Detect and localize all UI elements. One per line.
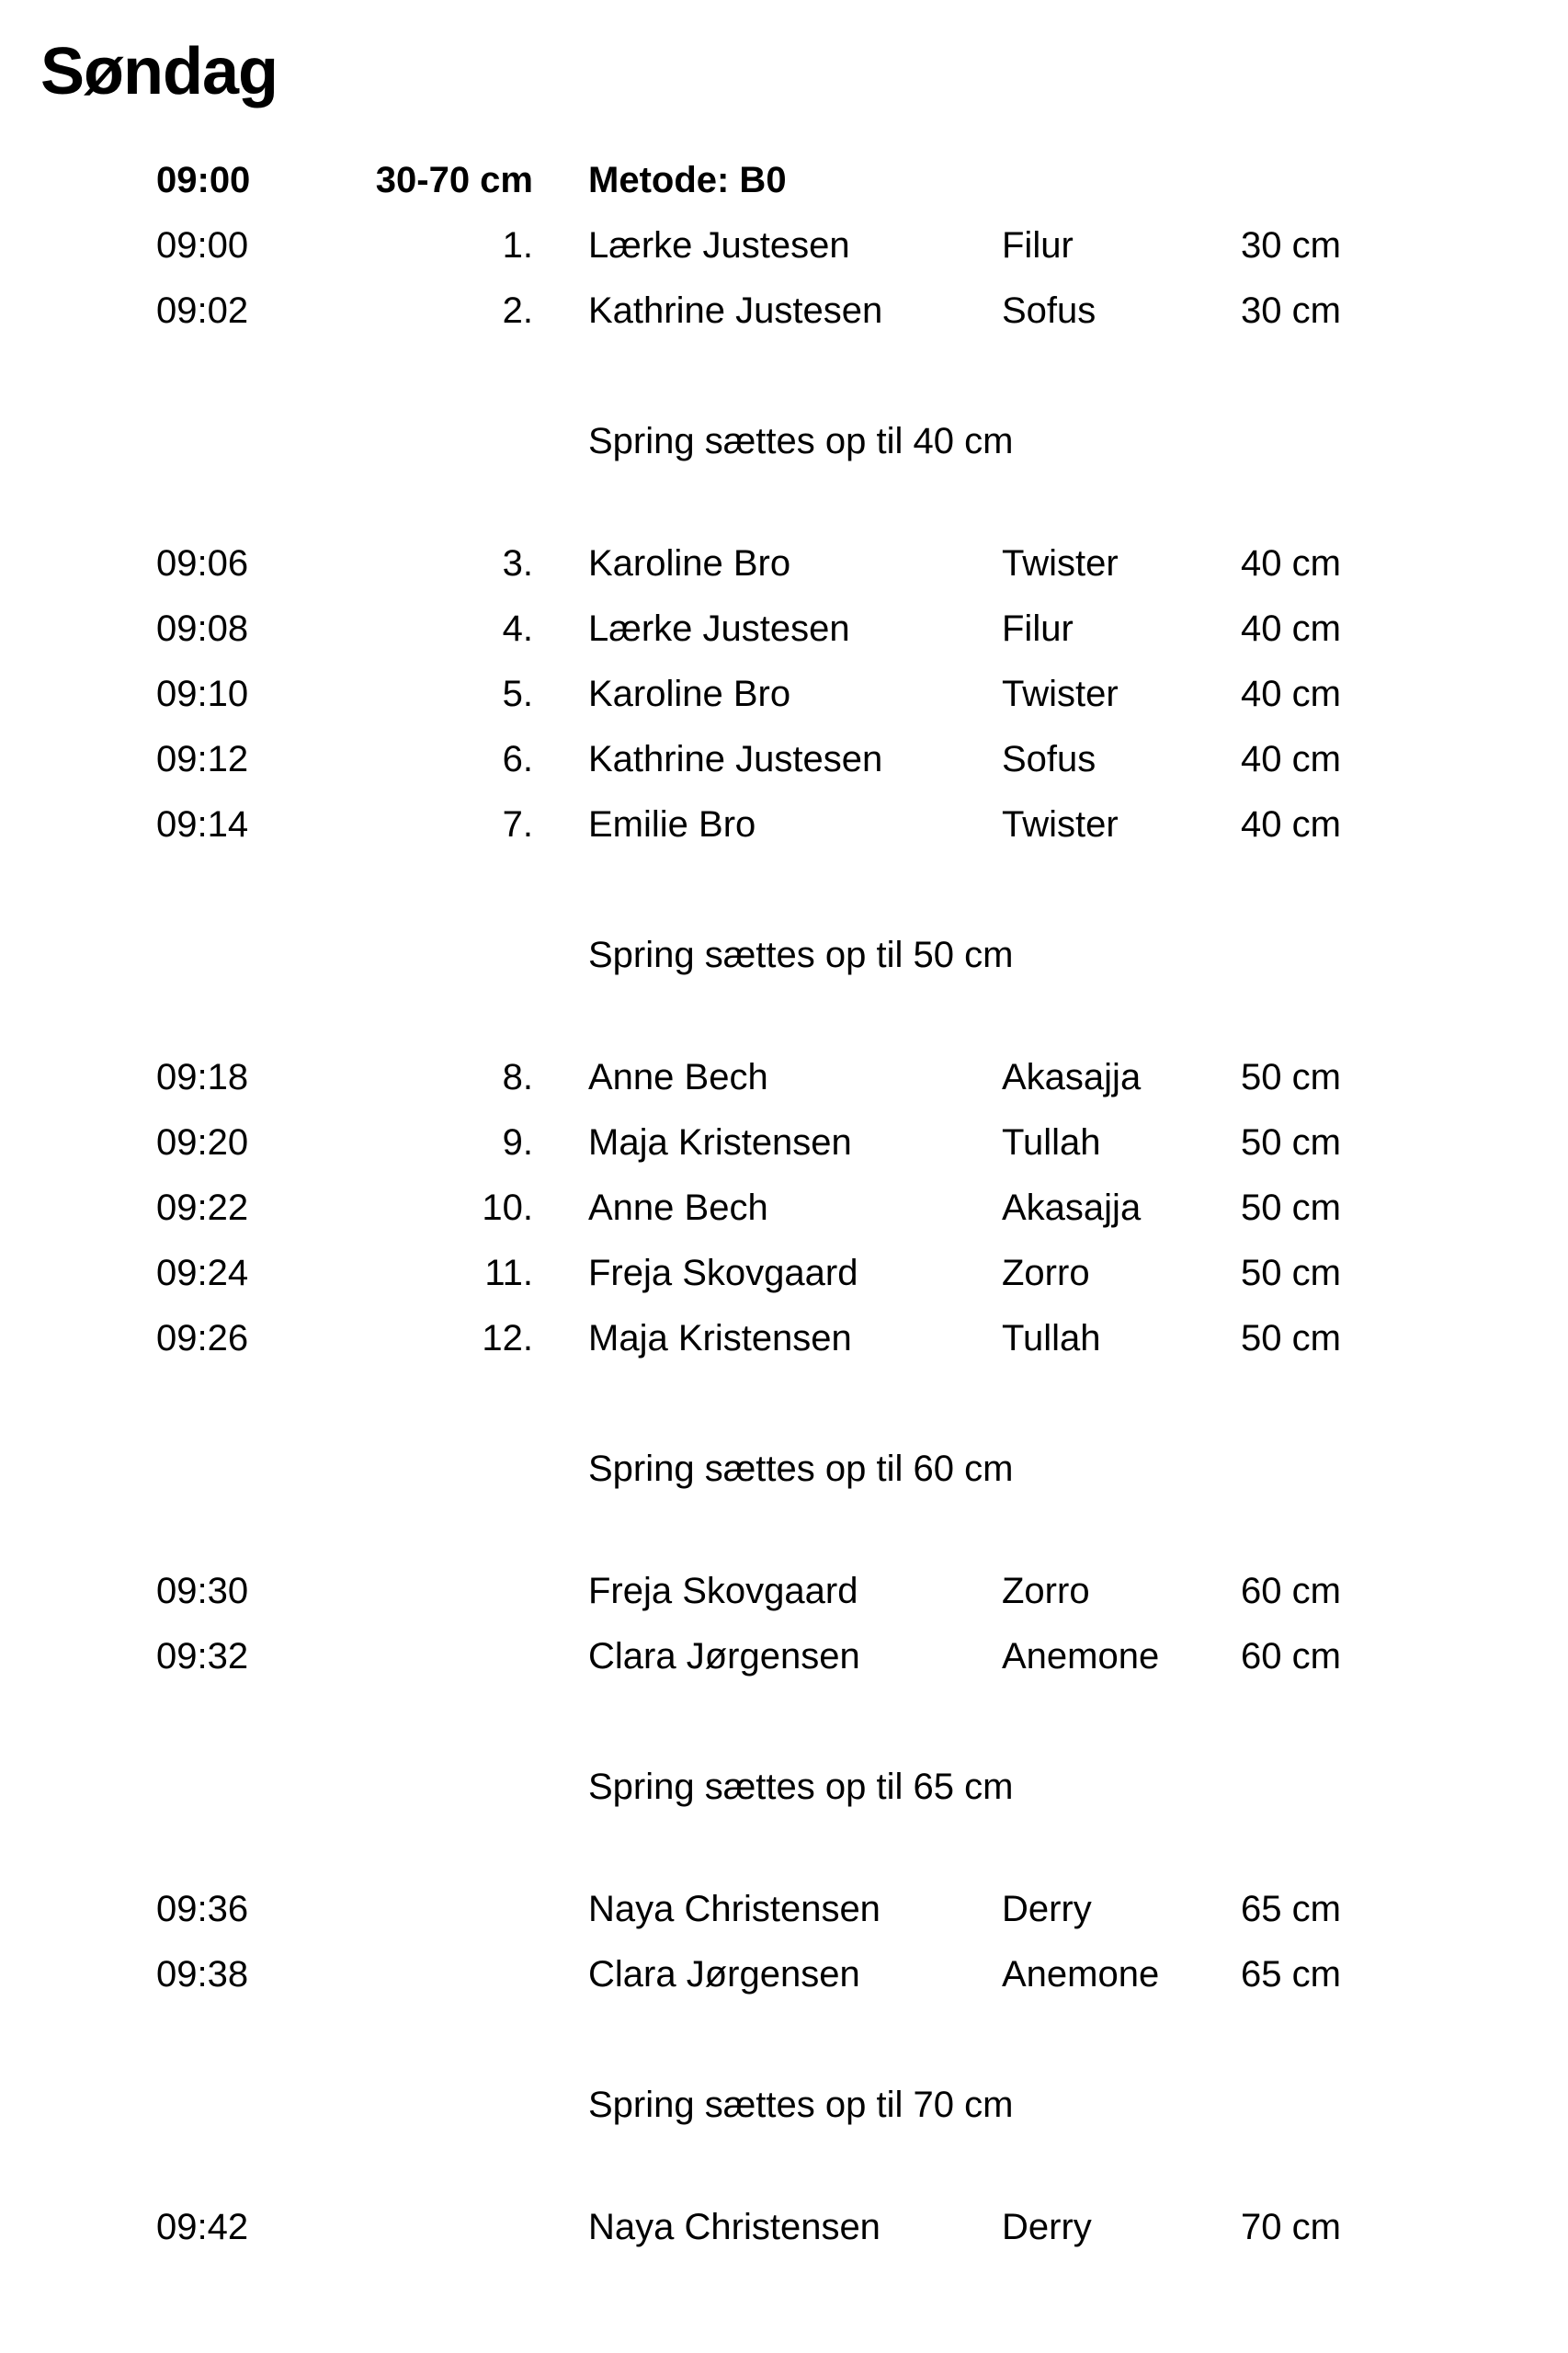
start-list-row [156,1558,1531,1623]
entry-fence-height: 40 cm [1241,542,1341,584]
entry-fence-height: 60 cm [1241,1570,1341,1611]
section-spacer [0,857,1568,922]
section-spacer [0,2137,1568,2194]
entry-horse-name: Filur [1002,224,1074,266]
entry-horse-name: Anemone [1002,1953,1160,1995]
entry-number: 9. [502,1121,533,1163]
start-list-row [156,726,1531,791]
start-list-row [156,278,1531,343]
entry-number: 7. [502,803,533,845]
height-change-row [156,1754,1531,1819]
start-list-row [156,596,1531,661]
entry-fence-height: 50 cm [1241,1187,1341,1228]
height-change-note: Spring sættes op til 50 cm [588,934,1014,975]
class-height-range: 30-70 cm [375,159,533,200]
entry-time: 09:36 [156,1888,249,1929]
start-list-row [156,1044,1531,1109]
entry-horse-name: Twister [1002,542,1119,584]
entry-rider-name: Lærke Justesen [588,224,850,266]
height-change-note: Spring sættes op til 40 cm [588,420,1014,461]
entry-time: 09:24 [156,1252,249,1293]
entry-rider-name: Maja Kristensen [588,1317,852,1358]
class-method: Metode: B0 [588,159,787,200]
entry-fence-height: 40 cm [1241,738,1341,779]
entry-rider-name: Karoline Bro [588,542,791,584]
start-list-row [156,1305,1531,1370]
entry-number: 10. [482,1187,533,1228]
entry-rider-name: Freja Skovgaard [588,1252,858,1293]
section-spacer [0,1370,1568,1436]
entry-number: 3. [502,542,533,584]
start-list-row [156,1240,1531,1305]
entry-fence-height: 40 cm [1241,803,1341,845]
entry-time: 09:18 [156,1056,249,1097]
start-list [0,212,1568,2259]
entry-time: 09:00 [156,224,249,266]
entry-horse-name: Filur [1002,608,1074,649]
entry-horse-name: Zorro [1002,1570,1090,1611]
entry-rider-name: Kathrine Justesen [588,290,883,331]
entry-number: 8. [502,1056,533,1097]
entry-number: 2. [502,290,533,331]
section-spacer [0,1819,1568,1876]
entry-fence-height: 70 cm [1241,2206,1341,2247]
entry-time: 09:30 [156,1570,249,1611]
section-spacer [0,473,1568,530]
section-spacer [0,343,1568,408]
entry-fence-height: 40 cm [1241,673,1341,714]
entry-horse-name: Tullah [1002,1121,1101,1163]
start-list-row [156,2194,1531,2259]
entry-horse-name: Akasajja [1002,1187,1142,1228]
entry-time: 09:32 [156,1635,249,1677]
entry-number: 4. [502,608,533,649]
entry-rider-name: Anne Bech [588,1056,768,1097]
section-spacer [0,987,1568,1044]
entry-fence-height: 50 cm [1241,1317,1341,1358]
height-change-note: Spring sættes op til 60 cm [588,1448,1014,1489]
entry-horse-name: Akasajja [1002,1056,1142,1097]
entry-time: 09:14 [156,803,249,845]
entry-rider-name: Clara Jørgensen [588,1953,860,1995]
height-change-note: Spring sættes op til 70 cm [588,2084,1014,2125]
entry-time: 09:42 [156,2206,249,2247]
entry-fence-height: 65 cm [1241,1953,1341,1995]
entry-fence-height: 40 cm [1241,608,1341,649]
entry-rider-name: Karoline Bro [588,673,791,714]
entry-fence-height: 65 cm [1241,1888,1341,1929]
entry-rider-name: Lærke Justesen [588,608,850,649]
class-start-time: 09:00 [156,159,251,200]
entry-horse-name: Tullah [1002,1317,1101,1358]
section-spacer [0,1688,1568,1754]
entry-rider-name: Emilie Bro [588,803,756,845]
entry-rider-name: Freja Skovgaard [588,1570,858,1611]
entry-rider-name: Naya Christensen [588,2206,881,2247]
page-title: Søndag [40,35,278,108]
entry-fence-height: 60 cm [1241,1635,1341,1677]
entry-rider-name: Maja Kristensen [588,1121,852,1163]
entry-time: 09:10 [156,673,249,714]
entry-horse-name: Twister [1002,803,1119,845]
height-change-row [156,2072,1531,2137]
entry-time: 09:12 [156,738,249,779]
start-list-row [156,212,1531,278]
section-spacer [0,2006,1568,2072]
entry-rider-name: Anne Bech [588,1187,768,1228]
entry-number: 6. [502,738,533,779]
entry-fence-height: 50 cm [1241,1056,1341,1097]
entry-horse-name: Sofus [1002,290,1096,331]
entry-time: 09:26 [156,1317,249,1358]
entry-horse-name: Derry [1002,1888,1092,1929]
start-list-row [156,791,1531,857]
start-list-row [156,1175,1531,1240]
entry-time: 09:06 [156,542,249,584]
entry-rider-name: Clara Jørgensen [588,1635,860,1677]
start-list-row [156,661,1531,726]
entry-time: 09:38 [156,1953,249,1995]
entry-time: 09:20 [156,1121,249,1163]
section-spacer [0,1501,1568,1558]
entry-time: 09:08 [156,608,249,649]
entry-horse-name: Derry [1002,2206,1092,2247]
class-header-row [156,147,1531,212]
entry-number: 11. [484,1252,533,1293]
title-block [0,0,1568,147]
entry-number: 12. [482,1317,533,1358]
start-list-row [156,1876,1531,1941]
entry-horse-name: Anemone [1002,1635,1160,1677]
height-change-row [156,922,1531,987]
start-list-row [156,530,1531,596]
entry-fence-height: 50 cm [1241,1252,1341,1293]
entry-horse-name: Sofus [1002,738,1096,779]
entry-number: 5. [502,673,533,714]
entry-number: 1. [502,224,533,266]
height-change-row [156,1436,1531,1501]
entry-rider-name: Naya Christensen [588,1888,881,1929]
height-change-note: Spring sættes op til 65 cm [588,1766,1014,1807]
entry-horse-name: Zorro [1002,1252,1090,1293]
entry-time: 09:02 [156,290,249,331]
start-list-row [156,1941,1531,2006]
height-change-row [156,408,1531,473]
entry-fence-height: 30 cm [1241,290,1341,331]
entry-fence-height: 50 cm [1241,1121,1341,1163]
start-list-row [156,1623,1531,1688]
entry-rider-name: Kathrine Justesen [588,738,883,779]
start-list-row [156,1109,1531,1175]
entry-time: 09:22 [156,1187,249,1228]
entry-horse-name: Twister [1002,673,1119,714]
entry-fence-height: 30 cm [1241,224,1341,266]
